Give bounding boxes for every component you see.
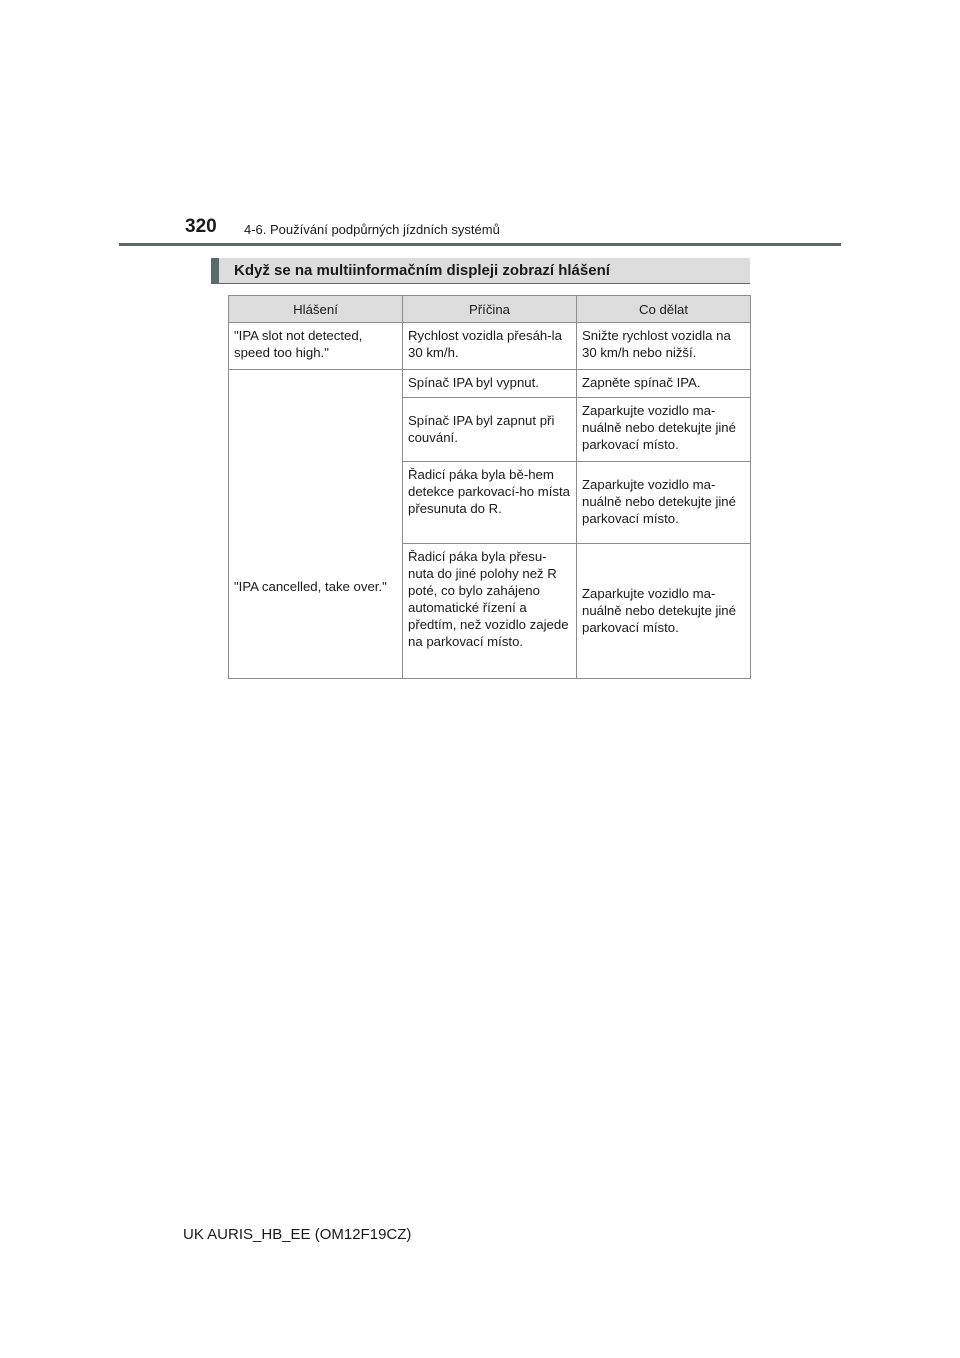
table-header-row <box>229 296 751 323</box>
action-cell: Snižte rychlost vozidla na 30 km/h nebo nižší. <box>577 323 751 370</box>
action-cell: Zapněte spínač IPA. <box>577 370 751 398</box>
footer-model-code: UK AURIS_HB_EE (OM12F19CZ) <box>183 1226 412 1243</box>
cause-cell: Spínač IPA byl zapnut při couvání. <box>403 398 577 462</box>
subheading-bar <box>211 258 750 284</box>
action-cell: Zaparkujte vozidlo ma-nuálně nebo detekujte jiné parkovací místo. <box>577 544 751 679</box>
cause-cell: Řadicí páka byla přesu-nuta do jiné polohy než R poté, co bylo zahájeno automatické řízení a předtím, než vozidlo zajede na parkovací místo. <box>403 544 577 679</box>
action-cell: Zaparkujte vozidlo ma-nuálně nebo detekujte jiné parkovací místo. <box>577 462 751 544</box>
subheading-title: Když se na multiinformačním displeji zobrazí hlášení <box>234 262 610 279</box>
cause-cell: Řadicí páka byla bě-hem detekce parkovací-ho místa přesunuta do R. <box>403 462 577 544</box>
section-heading: 4-6. Používání podpůrných jízdních systémů <box>244 222 500 237</box>
cause-cell: Spínač IPA byl vypnut. <box>403 370 577 398</box>
action-cell: Zaparkujte vozidlo ma-nuálně nebo detekujte jiné parkovací místo. <box>577 398 751 462</box>
message-cell: "IPA slot not detected, speed too high." <box>229 323 403 370</box>
header-rule <box>119 243 841 246</box>
column-header-cause: Příčina <box>403 296 577 323</box>
column-header-action: Co dělat <box>577 296 751 323</box>
message-table <box>228 295 751 679</box>
message-cell: "IPA cancelled, take over." <box>229 370 403 679</box>
column-header-message: Hlášení <box>229 296 403 323</box>
table-row <box>229 323 751 370</box>
table-row <box>229 370 751 398</box>
page-number: 320 <box>185 216 217 237</box>
cause-cell: Rychlost vozidla přesáh-la 30 km/h. <box>403 323 577 370</box>
